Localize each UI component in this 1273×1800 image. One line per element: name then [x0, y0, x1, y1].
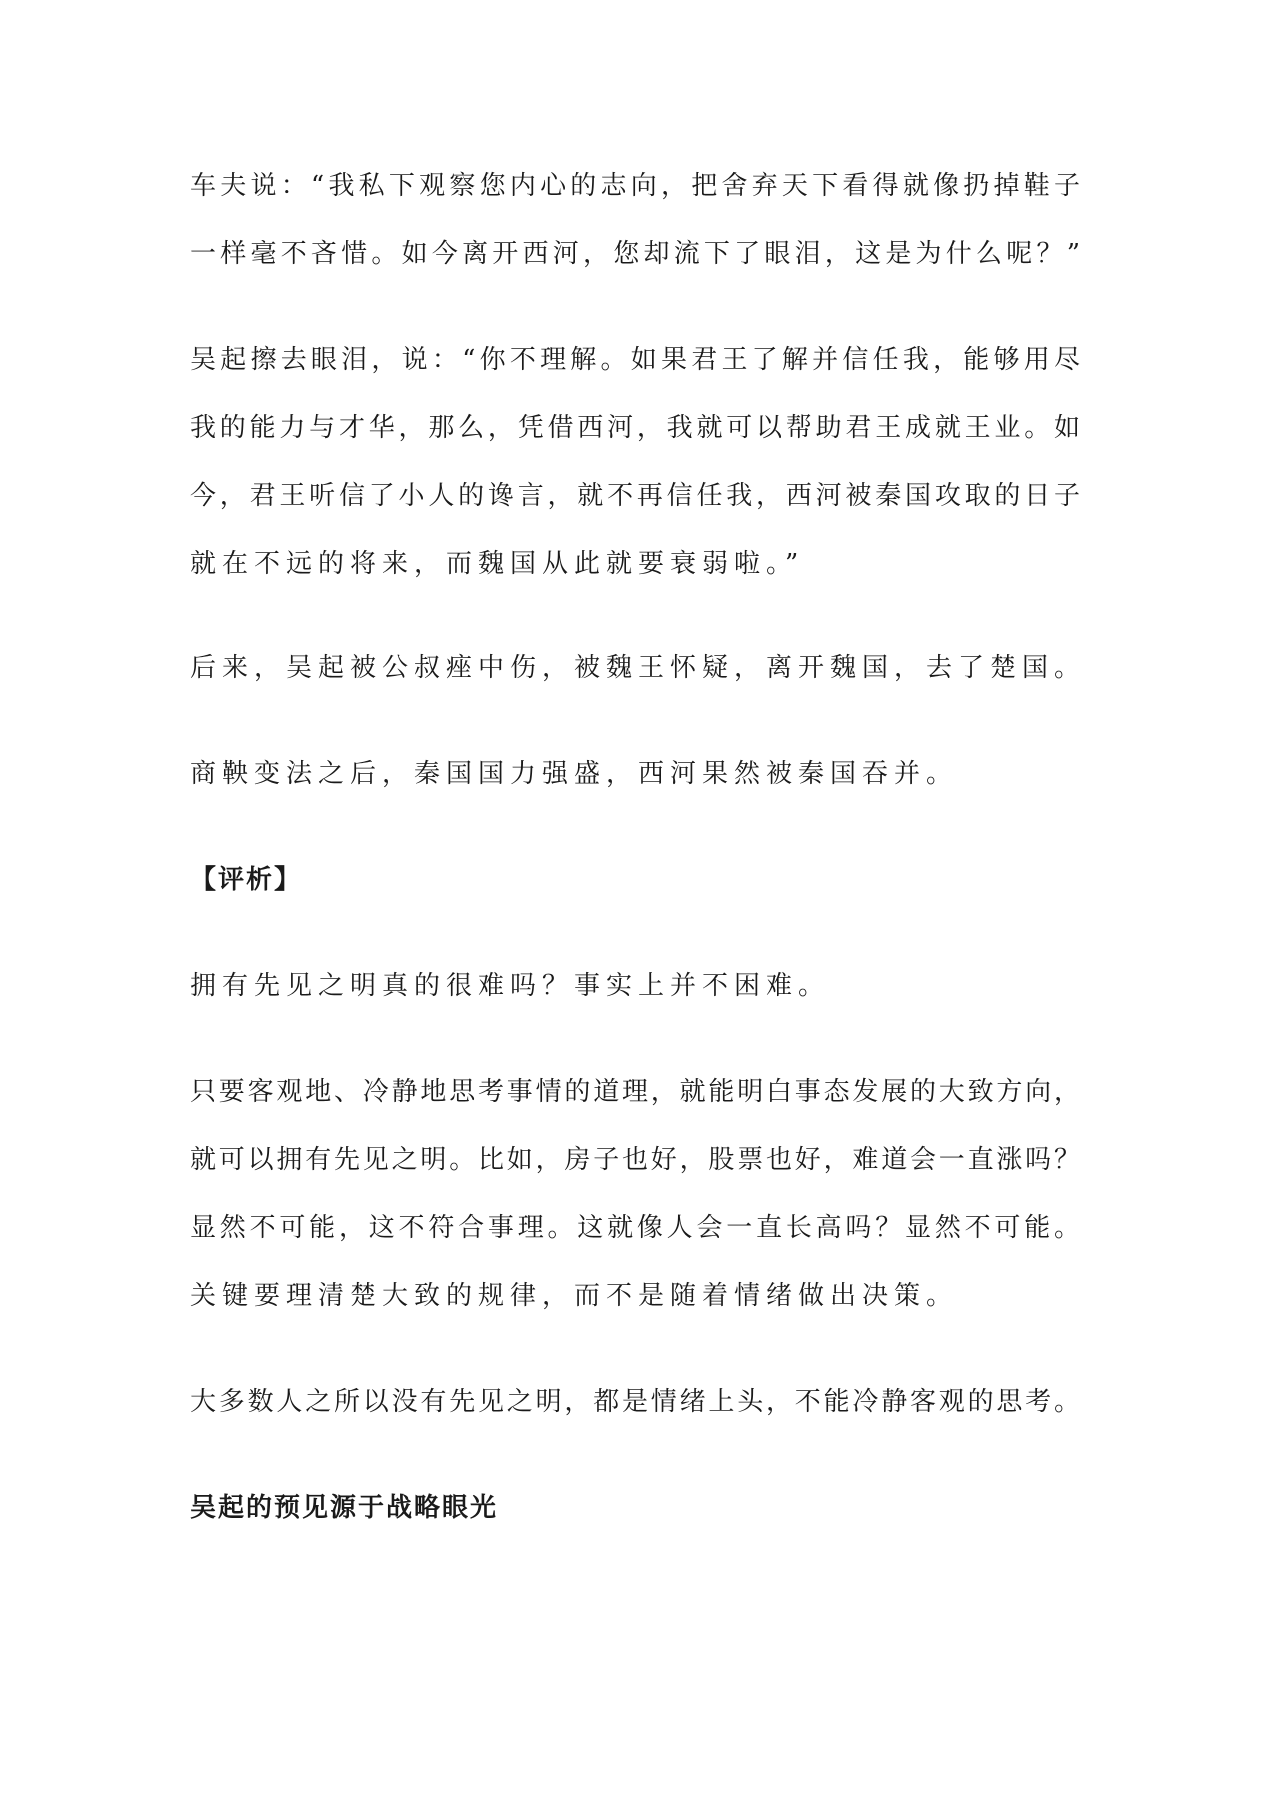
paragraph-line: 只要客观地、冷静地思考事情的道理，就能明白事态发展的大致方向，: [190, 1077, 1080, 1107]
paragraph-line: 拥有先见之明真的很难吗？事实上并不困难。: [190, 971, 831, 1001]
paragraph-line: 大多数人之所以没有先见之明，都是情绪上头，不能冷静客观的思考。: [190, 1387, 1080, 1417]
subheading: 吴起的预见源于战略眼光: [190, 1493, 499, 1523]
section-heading-analysis: 【评析】: [190, 865, 303, 895]
paragraph-line: 车夫说：“我私下观察您内心的志向，把舍弃天下看得就像扔掉鞋子: [190, 171, 1080, 201]
paragraph-line: 商鞅变法之后，秦国国力强盛，西河果然被秦国吞并。: [190, 759, 959, 789]
paragraph-line: 吴起擦去眼泪，说：“你不理解。如果君王了解并信任我，能够用尽: [190, 345, 1080, 375]
paragraph-line: 显然不可能，这不符合事理。这就像人会一直长高吗？显然不可能。: [190, 1213, 1080, 1243]
paragraph-line: 后来，吴起被公叔痤中伤，被魏王怀疑，离开魏国，去了楚国。: [190, 653, 1087, 683]
paragraph-line: 关键要理清楚大致的规律，而不是随着情绪做出决策。: [190, 1281, 959, 1311]
paragraph-line: 就在不远的将来，而魏国从此就要衰弱啦。”: [190, 549, 805, 579]
paragraph-line: 我的能力与才华，那么，凭借西河，我就可以帮助君王成就王业。如: [190, 413, 1080, 443]
paragraph-line: 就可以拥有先见之明。比如，房子也好，股票也好，难道会一直涨吗？: [190, 1145, 1080, 1175]
paragraph-line: 一样毫不吝惜。如今离开西河，您却流下了眼泪，这是为什么呢？”: [190, 239, 1080, 269]
paragraph-line: 今，君王听信了小人的谗言，就不再信任我，西河被秦国攻取的日子: [190, 481, 1080, 511]
